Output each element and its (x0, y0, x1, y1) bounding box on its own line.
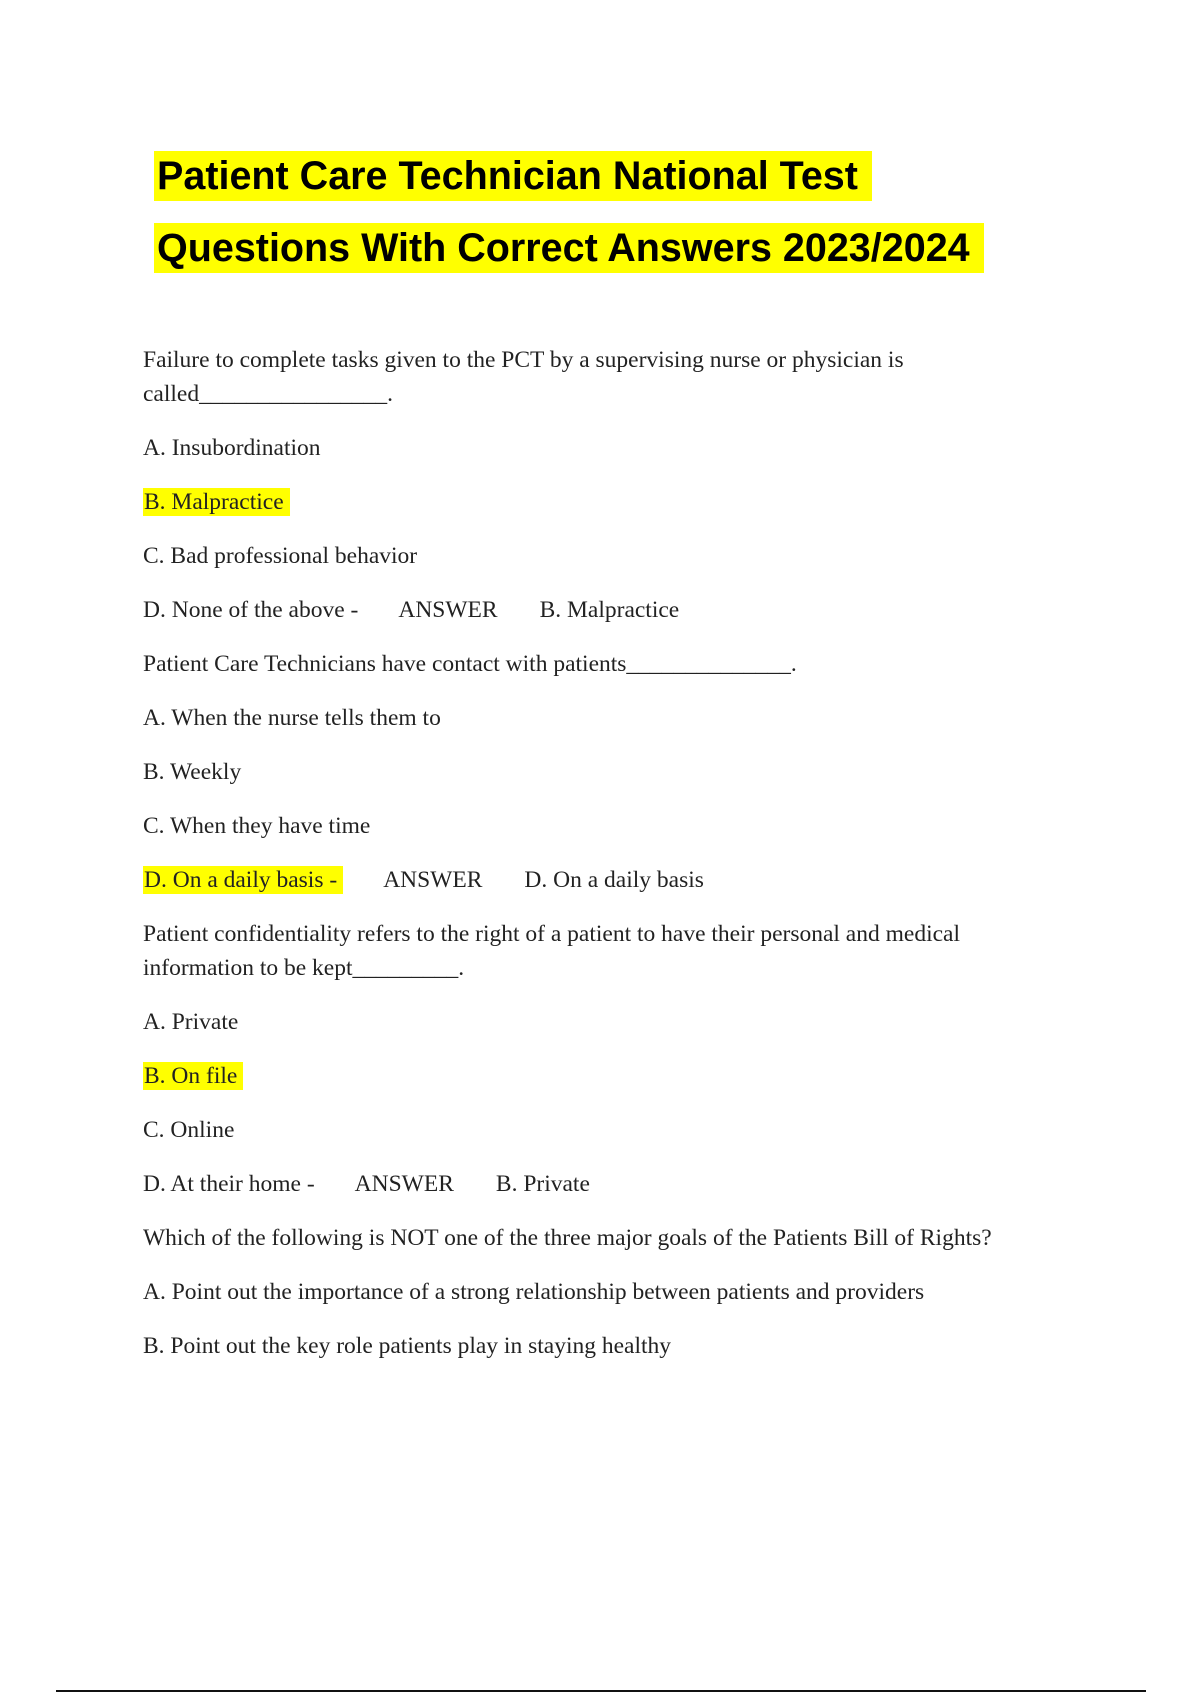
answer-label: ANSWER (383, 867, 483, 893)
title-line-1: Patient Care Technician National Test (154, 151, 872, 201)
question-list (143, 343, 1023, 1383)
answer-label: ANSWER (398, 597, 498, 623)
question-text: Patient Care Technicians have contact with patients______________. (143, 651, 797, 677)
question-text: Patient confidentiality refers to the right of a patient to have their personal and medical information to be kept_________. (143, 921, 960, 981)
option-with-answer: D. At their home - ANSWER B. Private (143, 1167, 1023, 1221)
option: A. When the nurse tells them to (143, 705, 441, 731)
footer-divider (56, 1690, 1146, 1692)
option: B. Point out the key role patients play in staying healthy (143, 1333, 672, 1359)
option-highlighted: B. On file (143, 1059, 1023, 1113)
question-text: Which of the following is NOT one of the three major goals of the Patients Bill of Rights? (143, 1225, 992, 1251)
answer-label: ANSWER (354, 1171, 454, 1197)
option-highlighted: B. Malpractice (143, 485, 1023, 539)
title-line-2: Questions With Correct Answers 2023/2024 (154, 223, 984, 273)
option-with-answer: D. None of the above - ANSWER B. Malpractice (143, 593, 1023, 647)
answer-value: B. Private (495, 1171, 590, 1197)
answer-value: B. Malpractice (539, 597, 680, 623)
option: C. Online (143, 1117, 235, 1143)
option: B. Weekly (143, 759, 242, 785)
answer-value: D. On a daily basis (524, 867, 704, 893)
option: A. Point out the importance of a strong relationship between patients and providers (143, 1279, 925, 1305)
option: C. Bad professional behavior (143, 543, 418, 569)
option: A. Insubordination (143, 435, 321, 461)
question-text: Failure to complete tasks given to the PCT by a supervising nurse or physician is called________________. (143, 347, 904, 407)
option: A. Private (143, 1009, 239, 1035)
option: C. When they have time (143, 813, 371, 839)
document-title (154, 140, 1154, 284)
option-with-answer: D. On a daily basis - ANSWER D. On a daily basis (143, 863, 1023, 917)
